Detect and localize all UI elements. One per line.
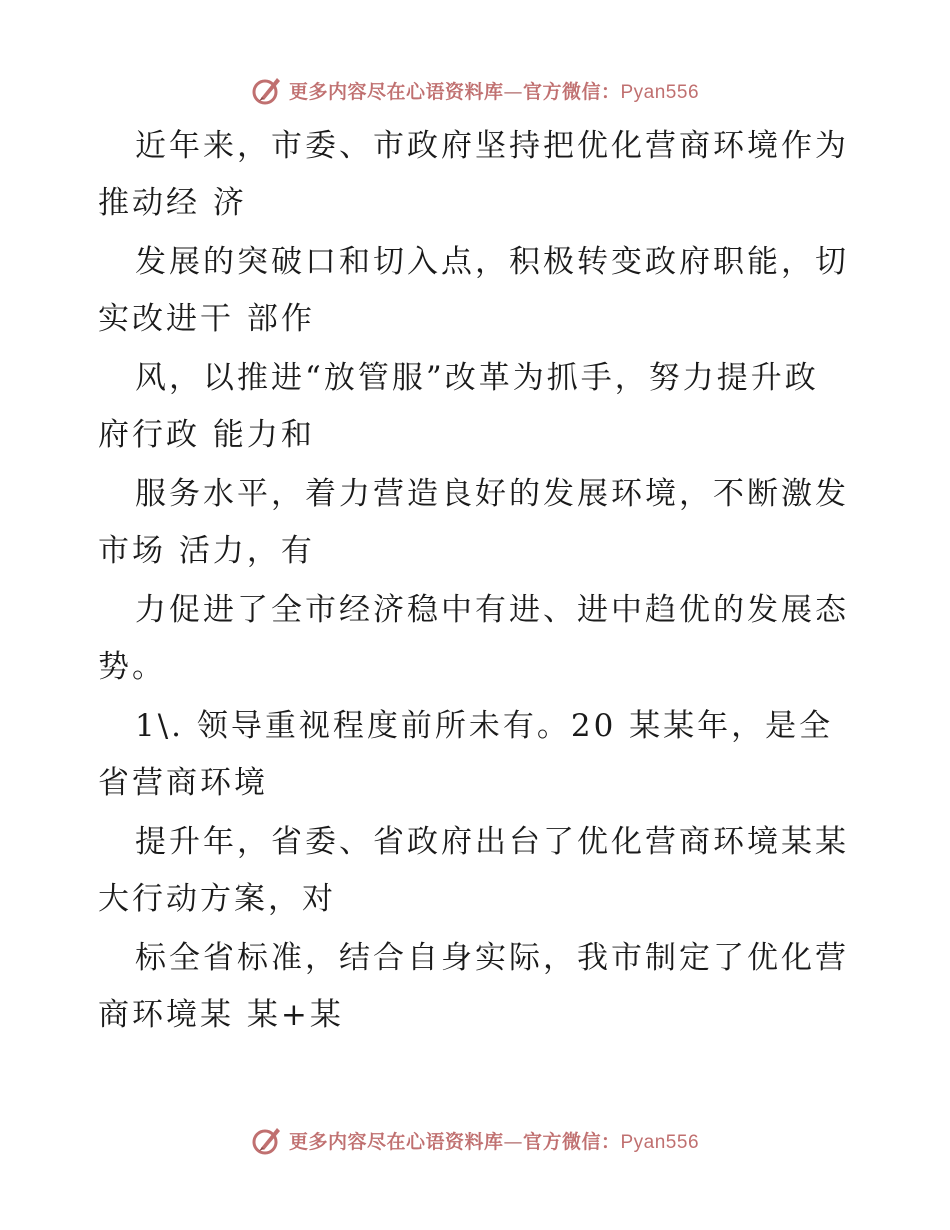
paragraph xyxy=(98,582,858,696)
footer-banner-wechat-label: 官方微信： xyxy=(522,1130,621,1153)
paragraph-line: 商环境某 某+某 xyxy=(98,997,344,1033)
paragraph xyxy=(98,698,858,812)
header-banner-slogan: 更多内容尽在心语资料库 xyxy=(288,80,504,103)
paragraph-line: 提升年，省委、省政府出台了优化营商环境某某 xyxy=(135,824,849,860)
quill-pen-logo-icon xyxy=(251,74,283,106)
paragraph xyxy=(98,350,858,464)
paragraph xyxy=(98,814,858,928)
paragraph-line: 势。 xyxy=(98,649,166,685)
header-banner-wechat-id: Pyan556 xyxy=(620,81,700,103)
footer-banner-separator: — xyxy=(503,1130,523,1153)
paragraph-line: 风，以推进“放管服”改革为抓手，努力提升政 xyxy=(135,360,819,396)
footer-banner-wechat-id: Pyan556 xyxy=(620,1131,700,1153)
header-banner-text xyxy=(289,77,699,104)
header-banner-separator: — xyxy=(503,80,523,103)
footer-banner-slogan: 更多内容尽在心语资料库 xyxy=(288,1130,504,1153)
paragraph-line: 实改进干 部作 xyxy=(98,301,315,337)
paragraph-line: 近年来，市委、市政府坚持把优化营商环境作为 xyxy=(135,128,849,164)
paragraph xyxy=(98,234,858,348)
document-body xyxy=(98,118,858,1046)
paragraph xyxy=(98,930,858,1044)
paragraph-line: 发展的突破口和切入点，积极转变政府职能，切 xyxy=(135,244,849,280)
paragraph-line: 大行动方案，对 xyxy=(98,881,336,917)
footer-banner-text xyxy=(289,1127,699,1154)
header-banner-wechat-label: 官方微信： xyxy=(522,80,621,103)
paragraph-line: 省营商环境 xyxy=(98,765,268,801)
paragraph-line: 标全省标准，结合自身实际，我市制定了优化营 xyxy=(135,940,849,976)
quill-pen-logo-icon xyxy=(251,1124,283,1156)
paragraph xyxy=(98,118,858,232)
paragraph-line: 1\. 领导重视程度前所未有。20 某某年，是全 xyxy=(135,708,834,744)
footer-banner xyxy=(0,1120,950,1160)
paragraph-line: 府行政 能力和 xyxy=(98,417,315,453)
paragraph-line: 市场 活力，有 xyxy=(98,533,315,569)
paragraph-line: 力促进了全市经济稳中有进、进中趋优的发展态 xyxy=(135,592,849,628)
paragraph xyxy=(98,466,858,580)
header-banner xyxy=(0,70,950,110)
paragraph-line: 推动经 济 xyxy=(98,185,247,221)
paragraph-line: 服务水平，着力营造良好的发展环境，不断激发 xyxy=(135,476,849,512)
